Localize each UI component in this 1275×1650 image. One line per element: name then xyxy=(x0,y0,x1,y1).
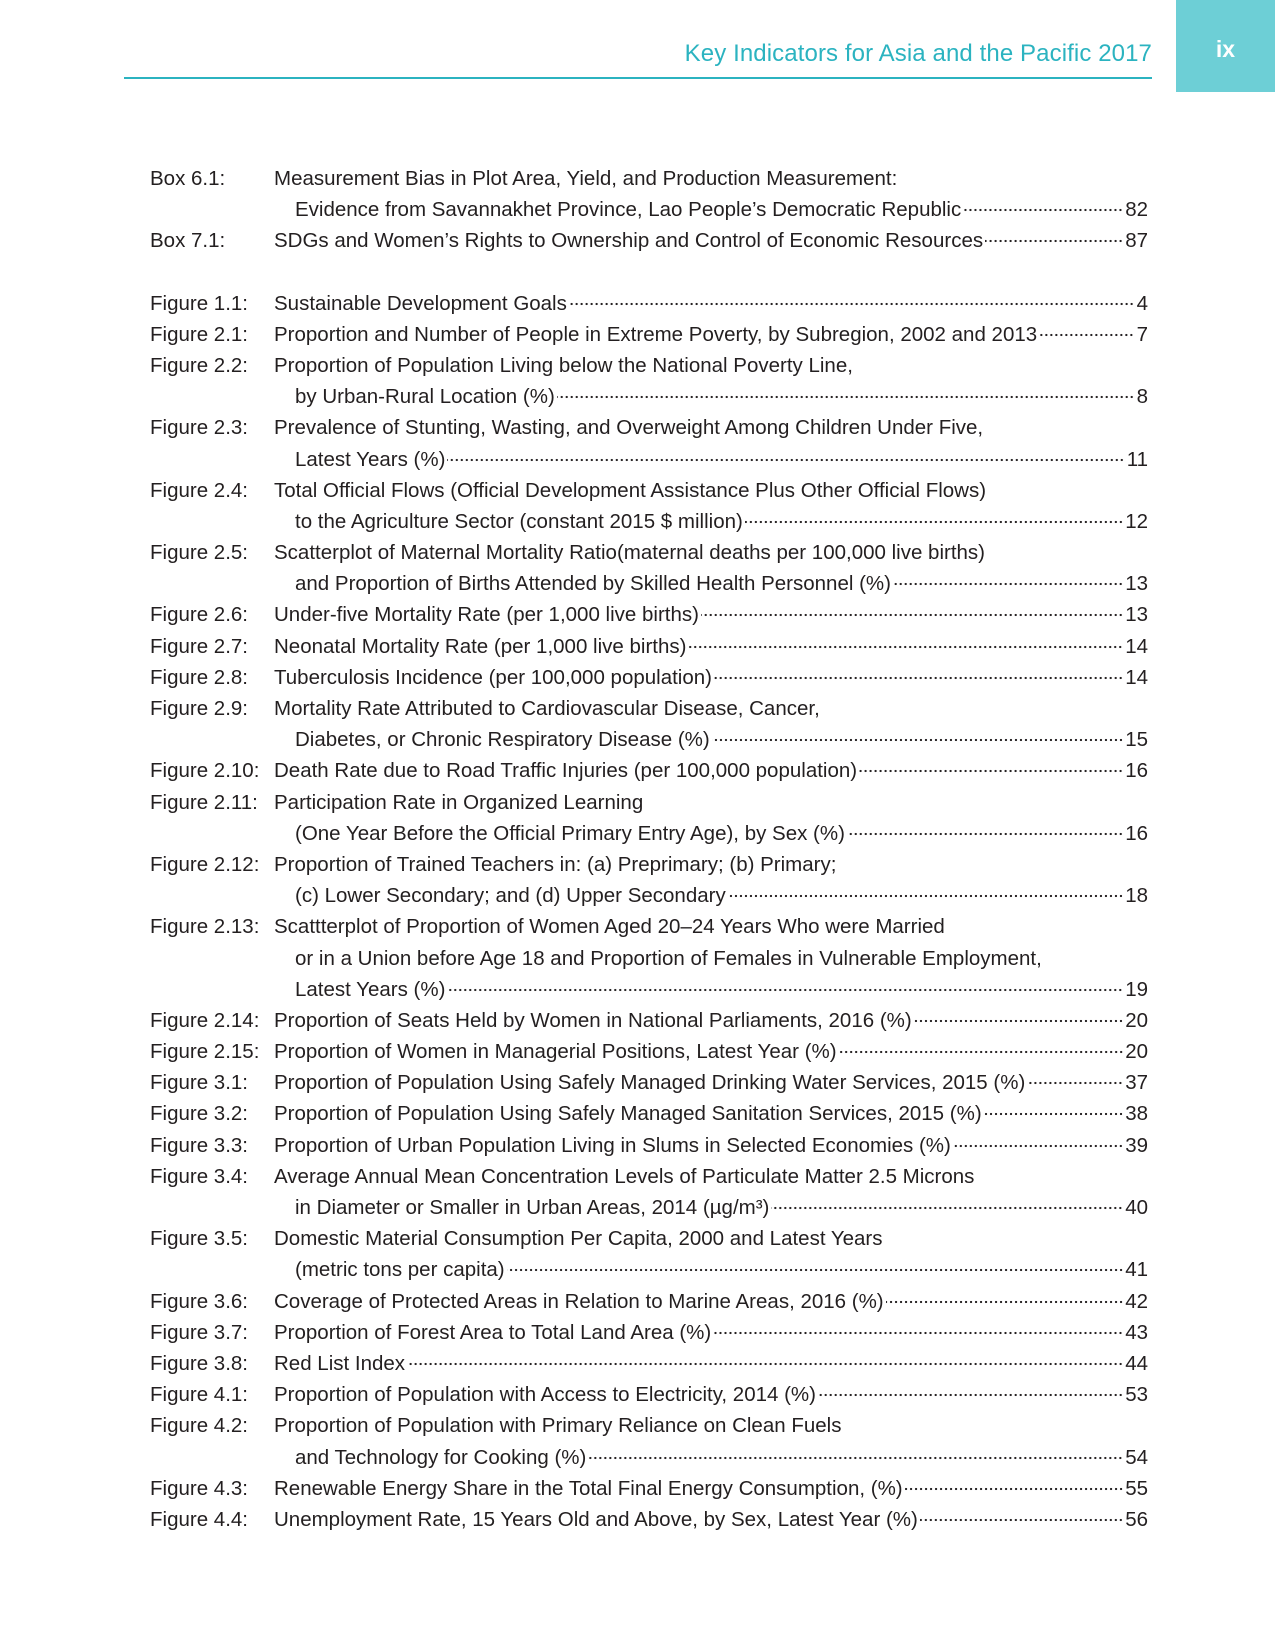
entry-page-number[interactable]: 40 xyxy=(1125,1196,1148,1219)
toc-entry-line xyxy=(150,662,1148,693)
entry-label: Figure 2.15: xyxy=(150,1040,260,1064)
entry-title[interactable]: Red List Index xyxy=(274,1351,406,1375)
dot-leader xyxy=(893,582,1123,586)
entry-page-number[interactable]: 20 xyxy=(1125,1008,1148,1032)
entry-title[interactable]: (One Year Before the Official Primary Entry Age), by Sex (%) xyxy=(295,821,845,845)
running-header-title: Key Indicators for Asia and the Pacific 2017 xyxy=(684,40,1152,67)
toc-entry[interactable] xyxy=(150,1067,1148,1098)
entry-label: Figure 3.4: xyxy=(150,1164,248,1188)
toc-entry-line xyxy=(150,880,1148,911)
entry-title[interactable]: Proportion of Population with Access to Electricity, 2014 (%) xyxy=(274,1383,816,1407)
toc-entry-line xyxy=(150,568,1148,599)
dot-leader xyxy=(407,1362,1123,1366)
dot-leader xyxy=(839,1050,1124,1054)
toc-entry-line xyxy=(150,818,1148,849)
entry-page-number[interactable]: 13 xyxy=(1125,603,1148,627)
entry-label: Figure 2.10: xyxy=(150,759,260,783)
dot-leader xyxy=(1027,1081,1123,1085)
entry-page-number[interactable]: 4 xyxy=(1136,291,1148,315)
toc-entry-line xyxy=(150,911,1148,942)
dot-leader xyxy=(920,1518,1123,1522)
toc-entry[interactable] xyxy=(150,1130,1148,1161)
list-of-figures xyxy=(150,163,1148,1535)
toc-entry[interactable] xyxy=(150,1286,1148,1317)
entry-label: Box 7.1: xyxy=(150,229,226,253)
dot-leader xyxy=(1039,333,1134,337)
toc-entry[interactable] xyxy=(150,755,1148,786)
toc-entry-line xyxy=(150,974,1148,1005)
toc-entry[interactable] xyxy=(150,163,1148,225)
entry-title[interactable]: Proportion of Seats Held by Women in National Parliaments, 2016 (%) xyxy=(274,1008,912,1032)
entry-title[interactable]: and Proportion of Births Attended by Skilled Health Personnel (%) xyxy=(295,572,891,596)
entry-label: Figure 3.5: xyxy=(150,1227,248,1251)
entry-label: Figure 2.8: xyxy=(150,665,248,689)
entry-title[interactable]: Proportion of Population Living below the National Poverty Line, xyxy=(274,353,853,377)
dot-leader xyxy=(914,1019,1123,1023)
entry-title[interactable]: (metric tons per capita) xyxy=(295,1258,505,1282)
entry-title[interactable]: Coverage of Protected Areas in Relation to Marine Areas, 2016 (%) xyxy=(274,1289,884,1313)
toc-entry-line xyxy=(150,537,1148,568)
entry-title[interactable]: Proportion of Population Using Safely Managed Drinking Water Services, 2015 (%) xyxy=(274,1071,1026,1095)
entry-label: Figure 2.3: xyxy=(150,416,248,440)
entry-title[interactable]: Unemployment Rate, 15 Years Old and Above, by Sex, Latest Year (%) xyxy=(274,1507,918,1531)
toc-entry-line xyxy=(150,1067,1148,1098)
entry-page-number[interactable]: 43 xyxy=(1125,1320,1148,1344)
toc-entry[interactable] xyxy=(150,319,1148,350)
dot-leader xyxy=(701,613,1123,617)
toc-entry-line xyxy=(150,1036,1148,1067)
toc-entry-line xyxy=(150,412,1148,443)
toc-entry-line xyxy=(150,1161,1148,1192)
toc-entry[interactable] xyxy=(150,631,1148,662)
entry-title[interactable]: (c) Lower Secondary; and (d) Upper Secondary xyxy=(295,884,726,908)
entry-title[interactable]: Domestic Material Consumption Per Capita, 2000 and Latest Years xyxy=(274,1227,883,1251)
toc-entry[interactable] xyxy=(150,1473,1148,1504)
toc-entry[interactable] xyxy=(150,1005,1148,1036)
dot-leader xyxy=(447,988,1123,992)
toc-entry-line xyxy=(150,724,1148,755)
entry-title[interactable]: Diabetes, or Chronic Respiratory Disease (%) xyxy=(295,728,710,752)
entry-title[interactable]: Renewable Energy Share in the Total Final Energy Consumption, (%) xyxy=(274,1476,903,1500)
entry-title[interactable]: Tuberculosis Incidence (per 100,000 population) xyxy=(274,665,712,689)
entry-page-number[interactable]: 13 xyxy=(1125,572,1148,596)
dot-leader xyxy=(713,1331,1123,1335)
toc-entry-line xyxy=(150,849,1148,880)
entry-label: Figure 2.13: xyxy=(150,915,260,939)
dot-leader xyxy=(847,832,1123,836)
entry-title[interactable]: and Technology for Cooking (%) xyxy=(295,1445,587,1469)
entry-page-number[interactable]: 42 xyxy=(1125,1289,1148,1313)
toc-entry[interactable] xyxy=(150,1036,1148,1067)
dot-leader xyxy=(859,769,1123,773)
entry-page-number[interactable]: 56 xyxy=(1125,1507,1148,1531)
toc-entry[interactable] xyxy=(150,1379,1148,1410)
entry-label: Figure 4.4: xyxy=(150,1507,248,1531)
toc-entry-line xyxy=(150,1442,1148,1473)
entry-label: Figure 2.12: xyxy=(150,852,260,876)
toc-entry-line xyxy=(150,1317,1148,1348)
toc-entry-line xyxy=(150,1348,1148,1379)
entry-title[interactable]: Latest Years (%) xyxy=(295,977,446,1001)
entry-page-number[interactable]: 87 xyxy=(1125,229,1148,253)
entry-title[interactable]: Proportion of Urban Population Living in Slums in Selected Economies (%) xyxy=(274,1133,951,1157)
dot-leader xyxy=(818,1393,1123,1397)
entry-title[interactable]: Average Annual Mean Concentration Levels of Particulate Matter 2.5 Microns xyxy=(274,1164,975,1188)
entry-label: Figure 1.1: xyxy=(150,291,248,315)
entry-title[interactable]: Proportion of Trained Teachers in: (a) Preprimary; (b) Primary; xyxy=(274,852,837,876)
toc-entry-line xyxy=(150,194,1148,225)
toc-entry-line xyxy=(150,288,1148,319)
entry-title[interactable]: Scatterplot of Maternal Mortality Ratio(maternal deaths per 100,000 live births) xyxy=(274,541,986,565)
header-rule xyxy=(124,77,1152,79)
entry-page-number[interactable]: 15 xyxy=(1125,728,1148,752)
dot-leader xyxy=(507,1268,1124,1272)
dot-leader xyxy=(745,520,1123,524)
toc-entry[interactable] xyxy=(150,911,1148,1005)
entry-label: Figure 3.1: xyxy=(150,1071,248,1095)
entry-label: Figure 2.14: xyxy=(150,1008,260,1032)
entry-page-number[interactable]: 19 xyxy=(1125,977,1148,1001)
entry-label: Figure 4.2: xyxy=(150,1414,248,1438)
toc-entry-line xyxy=(150,319,1148,350)
entry-page-number[interactable]: 16 xyxy=(1125,759,1148,783)
boxes-section xyxy=(150,163,1148,257)
toc-entry-line xyxy=(150,1410,1148,1441)
entry-page-number[interactable]: 14 xyxy=(1125,634,1148,658)
toc-entry-line xyxy=(150,506,1148,537)
toc-entry-line xyxy=(150,631,1148,662)
toc-entry[interactable] xyxy=(150,1223,1148,1285)
toc-entry-line xyxy=(150,943,1148,974)
page-number-tab xyxy=(1176,0,1275,92)
dot-leader xyxy=(771,1206,1123,1210)
toc-entry[interactable] xyxy=(150,599,1148,630)
entry-page-number[interactable]: 7 xyxy=(1136,322,1148,346)
toc-entry-line xyxy=(150,787,1148,818)
toc-entry-line xyxy=(150,1005,1148,1036)
toc-entry[interactable] xyxy=(150,350,1148,412)
entry-label: Figure 2.1: xyxy=(150,322,248,346)
entry-title[interactable]: Participation Rate in Organized Learning xyxy=(274,790,644,814)
toc-entry[interactable] xyxy=(150,1410,1148,1472)
section-gap xyxy=(150,257,1148,288)
entry-label: Figure 4.1: xyxy=(150,1383,248,1407)
entry-label: Figure 2.11: xyxy=(150,790,258,814)
dot-leader xyxy=(714,676,1123,680)
toc-entry[interactable] xyxy=(150,1161,1148,1223)
entry-title[interactable]: Under-five Mortality Rate (per 1,000 live births) xyxy=(274,603,699,627)
entry-page-number[interactable]: 8 xyxy=(1136,385,1148,409)
toc-entry-line xyxy=(150,693,1148,724)
toc-entry-line xyxy=(150,444,1148,475)
dot-leader xyxy=(688,645,1123,649)
toc-entry-line xyxy=(150,225,1148,256)
entry-page-number[interactable]: 16 xyxy=(1125,821,1148,845)
entry-title[interactable]: to the Agriculture Sector (constant 2015 $ million) xyxy=(295,509,743,533)
entry-title[interactable]: Proportion and Number of People in Extreme Poverty, by Subregion, 2002 and 2013 xyxy=(274,322,1038,346)
entry-label: Figure 2.2: xyxy=(150,353,248,377)
entry-label: Figure 2.7: xyxy=(150,634,248,658)
toc-entry-line xyxy=(150,1504,1148,1535)
entry-label: Figure 3.6: xyxy=(150,1289,248,1313)
dot-leader xyxy=(557,395,1134,399)
dot-leader xyxy=(569,302,1134,306)
toc-entry-line xyxy=(150,1254,1148,1285)
entry-page-number[interactable]: 54 xyxy=(1125,1445,1148,1469)
entry-page-number[interactable]: 14 xyxy=(1125,665,1148,689)
toc-entry-line xyxy=(150,1192,1148,1223)
entry-title[interactable]: Neonatal Mortality Rate (per 1,000 live births) xyxy=(274,634,687,658)
toc-entry[interactable] xyxy=(150,1348,1148,1379)
dot-leader xyxy=(728,894,1123,898)
entry-title[interactable]: Proportion of Women in Managerial Positions, Latest Year (%) xyxy=(274,1040,837,1064)
toc-entry-line xyxy=(150,163,1148,194)
toc-entry-line xyxy=(150,350,1148,381)
dot-leader xyxy=(886,1300,1124,1304)
entry-page-number[interactable]: 53 xyxy=(1125,1383,1148,1407)
entry-title[interactable]: SDGs and Women’s Rights to Ownership and Control of Economic Resources xyxy=(274,229,984,253)
entry-title[interactable]: Measurement Bias in Plot Area, Yield, and Production Measurement: xyxy=(274,167,898,190)
toc-entry-line xyxy=(150,1379,1148,1410)
toc-entry[interactable] xyxy=(150,1098,1148,1129)
toc-entry-line xyxy=(150,755,1148,786)
toc-entry[interactable] xyxy=(150,787,1148,849)
entry-page-number[interactable]: 18 xyxy=(1125,884,1148,908)
toc-entry[interactable] xyxy=(150,693,1148,755)
toc-entry[interactable] xyxy=(150,1504,1148,1535)
entry-title[interactable]: Proportion of Forest Area to Total Land Area (%) xyxy=(274,1320,712,1344)
toc-entry[interactable] xyxy=(150,225,1148,256)
page-number: ix xyxy=(1215,35,1236,62)
entry-page-number[interactable]: 44 xyxy=(1125,1351,1148,1375)
entry-page-number[interactable]: 37 xyxy=(1125,1071,1148,1095)
toc-entry-line xyxy=(150,1286,1148,1317)
toc-entry-line xyxy=(150,599,1148,630)
entry-page-number[interactable]: 39 xyxy=(1125,1133,1148,1157)
entry-page-number[interactable]: 41 xyxy=(1125,1258,1148,1282)
toc-entry[interactable] xyxy=(150,412,1148,474)
entry-label: Figure 2.6: xyxy=(150,603,248,627)
entry-label: Figure 3.2: xyxy=(150,1102,248,1126)
toc-entry[interactable] xyxy=(150,475,1148,537)
entry-label: Figure 2.5: xyxy=(150,541,248,565)
figures-section xyxy=(150,288,1148,1536)
entry-page-number[interactable]: 11 xyxy=(1126,447,1148,471)
toc-entry[interactable] xyxy=(150,662,1148,693)
dot-leader xyxy=(984,1112,1124,1116)
entry-title[interactable]: Prevalence of Stunting, Wasting, and Overweight Among Children Under Five, xyxy=(274,416,984,440)
toc-entry-line xyxy=(150,1098,1148,1129)
entry-page-number[interactable]: 82 xyxy=(1125,198,1148,222)
entry-title[interactable]: in Diameter or Smaller in Urban Areas, 2014 (µg/m³) xyxy=(295,1196,770,1219)
entry-title[interactable]: Proportion of Population with Primary Reliance on Clean Fuels xyxy=(274,1414,842,1438)
entry-label: Figure 4.3: xyxy=(150,1476,248,1500)
entry-title[interactable]: Evidence from Savannakhet Province, Lao People’s Democratic Republic xyxy=(295,198,962,222)
entry-title[interactable]: Mortality Rate Attributed to Cardiovascular Disease, Cancer, xyxy=(274,697,820,720)
entry-title[interactable]: by Urban-Rural Location (%) xyxy=(295,385,555,409)
dot-leader xyxy=(712,738,1123,742)
toc-entry-line xyxy=(150,475,1148,506)
entry-label: Figure 2.9: xyxy=(150,697,248,720)
entry-label: Figure 3.8: xyxy=(150,1351,248,1375)
dot-leader xyxy=(953,1144,1123,1148)
toc-entry-line xyxy=(150,381,1148,412)
entry-title[interactable]: Proportion of Population Using Safely Managed Sanitation Services, 2015 (%) xyxy=(274,1102,982,1126)
dot-leader xyxy=(447,458,1124,462)
toc-entry[interactable] xyxy=(150,1317,1148,1348)
entry-page-number[interactable]: 20 xyxy=(1125,1040,1148,1064)
entry-title[interactable]: Scattterplot of Proportion of Women Aged 20–24 Years Who were Married xyxy=(274,915,945,939)
entry-label: Figure 2.4: xyxy=(150,478,248,502)
toc-entry-line xyxy=(150,1223,1148,1254)
toc-entry[interactable] xyxy=(150,288,1148,319)
entry-label: Figure 3.3: xyxy=(150,1133,248,1157)
dot-leader xyxy=(905,1487,1124,1491)
entry-title[interactable]: Total Official Flows (Official Development Assistance Plus Other Official Flows) xyxy=(274,478,987,502)
entry-page-number[interactable]: 55 xyxy=(1125,1476,1148,1500)
entry-page-number[interactable]: 38 xyxy=(1125,1102,1148,1126)
entry-title[interactable]: Death Rate due to Road Traffic Injuries (per 100,000 population) xyxy=(274,759,858,783)
dot-leader xyxy=(963,208,1123,212)
entry-title[interactable]: or in a Union before Age 18 and Proportion of Females in Vulnerable Employment, xyxy=(295,946,1042,970)
dot-leader xyxy=(985,239,1123,243)
toc-entry[interactable] xyxy=(150,537,1148,599)
entry-title[interactable]: Latest Years (%) xyxy=(295,447,446,471)
entry-label: Figure 3.7: xyxy=(150,1320,248,1344)
dot-leader xyxy=(588,1456,1123,1460)
toc-entry-line xyxy=(150,1473,1148,1504)
entry-label: Box 6.1: xyxy=(150,167,226,190)
entry-page-number[interactable]: 12 xyxy=(1125,509,1148,533)
entry-title[interactable]: Sustainable Development Goals xyxy=(274,291,567,315)
toc-entry[interactable] xyxy=(150,849,1148,911)
toc-entry-line xyxy=(150,1130,1148,1161)
